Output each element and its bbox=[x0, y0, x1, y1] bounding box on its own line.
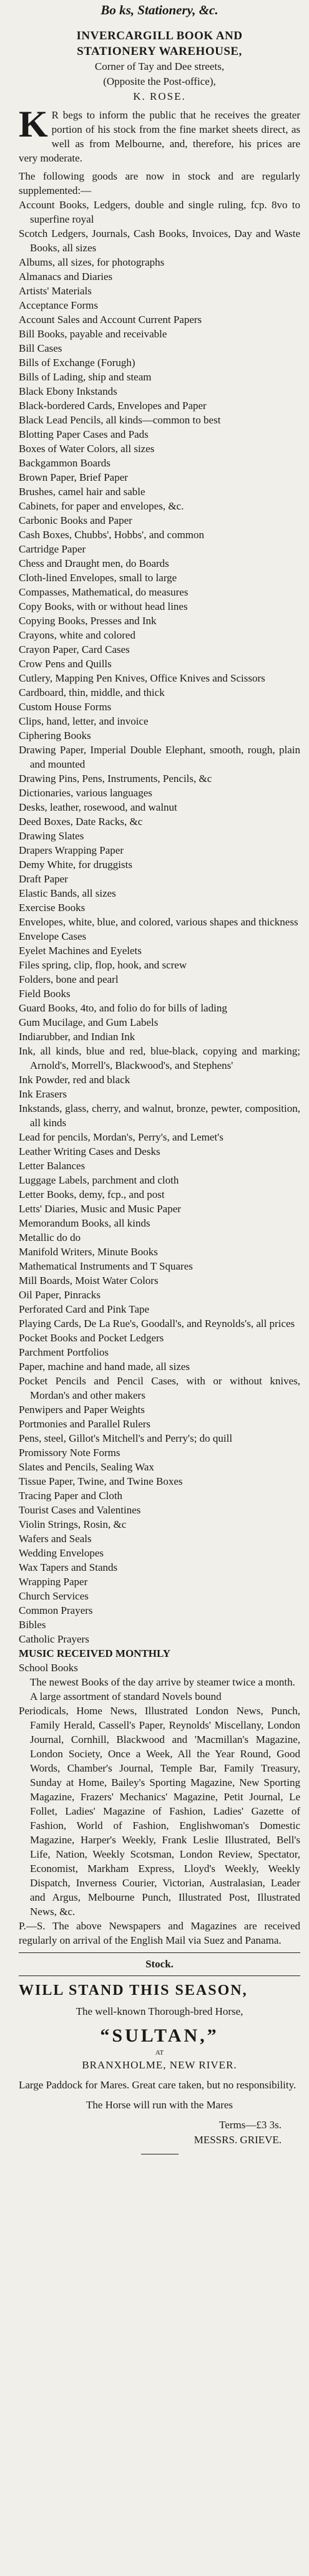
store-name-line-1: INVERCARGILL BOOK AND bbox=[76, 29, 243, 42]
goods-item: Church Services bbox=[19, 1590, 89, 1602]
goods-item: Scotch Ledgers, Journals, Cash Books, Invoices, Day and Waste Books, all sizes bbox=[19, 228, 300, 254]
goods-item: Cartridge Paper bbox=[19, 543, 86, 555]
goods-item: School Books bbox=[19, 1662, 78, 1674]
goods-item: Drawing Slates bbox=[19, 830, 84, 842]
goods-item: Crayons, white and colored bbox=[19, 629, 135, 641]
goods-item: Indiarubber, and Indian Ink bbox=[19, 1031, 135, 1043]
goods-item: Perforated Card and Pink Tape bbox=[19, 1303, 150, 1315]
goods-item: Tourist Cases and Valentines bbox=[19, 1504, 141, 1516]
goods-item: Cutlery, Mapping Pen Knives, Office Knives and Scissors bbox=[19, 672, 265, 684]
newspaper-column bbox=[0, 2, 309, 2576]
goods-item: Inkstands, glass, cherry, and walnut, bronze, pewter, composition, all kinds bbox=[19, 1102, 300, 1129]
store-address-line-2: (Opposite the Post-office), bbox=[103, 75, 216, 87]
goods-item: Carbonic Books and Paper bbox=[19, 514, 132, 526]
terms: Terms—£3 3s. bbox=[219, 2119, 282, 2131]
paddock-note: Large Paddock for Mares. Great care taken, but no responsibility. bbox=[19, 2079, 297, 2091]
goods-item: Draft Paper bbox=[19, 873, 68, 885]
goods-item: Drawing Paper, Imperial Double Elephant, smooth, rough, plain and mounted bbox=[19, 744, 300, 770]
goods-item: Chess and Draught men, do Boards bbox=[19, 557, 169, 569]
goods-item: Black-bordered Cards, Envelopes and Paper bbox=[19, 400, 207, 412]
goods-item: Paper, machine and hand made, all sizes bbox=[19, 1361, 190, 1372]
at-label: AT bbox=[155, 2049, 164, 2057]
goods-item: Bill Books, payable and receivable bbox=[19, 328, 167, 340]
goods-item: Account Books, Ledgers, double and single ruling, fcp. 8vo to superfine royal bbox=[19, 199, 300, 225]
goods-item: Manifold Writers, Minute Books bbox=[19, 1246, 158, 1258]
drop-cap: K bbox=[19, 104, 48, 145]
goods-item: Acceptance Forms bbox=[19, 299, 98, 311]
goods-item: Files spring, clip, flop, hook, and screw bbox=[19, 959, 187, 971]
location: BRANXHOLME, NEW RIVER. bbox=[82, 2059, 237, 2071]
goods-item: Guard Books, 4to, and folio do for bills of lading bbox=[19, 1002, 227, 1014]
goods-item: Dictionaries, various languages bbox=[19, 787, 152, 799]
goods-item: Folders, bone and pearl bbox=[19, 973, 119, 985]
goods-item: Luggage Labels, parchment and cloth bbox=[19, 1174, 179, 1186]
goods-item: Pens, steel, Gillot's Mitchell's and Perry's; do quill bbox=[19, 1432, 233, 1444]
goods-item: Blotting Paper Cases and Pads bbox=[19, 428, 149, 440]
goods-item: Letter Balances bbox=[19, 1160, 86, 1172]
goods-list bbox=[19, 198, 300, 1919]
run-note: The Horse will run with the Mares bbox=[86, 2099, 233, 2111]
goods-item: The newest Books of the day arrive by steamer twice a month. bbox=[30, 1676, 295, 1688]
goods-item: Cardboard, thin, middle, and thick bbox=[19, 687, 165, 698]
goods-item: Slates and Pencils, Sealing Wax bbox=[19, 1461, 154, 1473]
goods-item: Envelope Cases bbox=[19, 930, 87, 942]
goods-item: Cash Boxes, Chubbs', Hobbs', and common bbox=[19, 529, 205, 541]
goods-item: Letter Books, demy, fcp., and post bbox=[19, 1189, 165, 1200]
goods-item: Copying Books, Presses and Ink bbox=[19, 615, 157, 627]
goods-item: Periodicals, Home News, Illustrated London News, Punch, Family Herald, Cassell's Paper, Reynolds' Miscellany, London Journal, Cornhill, Blackwood and 'Macmillan's Magazine, London Society, Once a Week, All the Year Round, Good Words, Chamber's Journal, Temple Bar, Family Treasury, Sunday at Home, Bailey's Sporting Magazine, New Sporting Magazine, Frazers' Mechanics' Magazine, Petit Journal, Le Follet, Ladies' Magazine of Fashion, Ladies' Gazette of Fashion, World of Fashion, Englishwoman's Domestic Magazine, Harper's Weekly, Frank Leslie Illustrated, Bell's Life, Nation, Weekly Scotsman, London Review, Spectator, Economist, Markham Express, Lloyd's Weekly, Weekly Dispatch, Inverness Courier, Victorian, Australasian, Leader and Argus, Melbourne Punch, Illustrated Post, Illustrated News, &c. bbox=[19, 1705, 300, 1918]
goods-item: Catholic Prayers bbox=[19, 1633, 89, 1645]
goods-item: Ink Powder, red and black bbox=[19, 1074, 130, 1086]
goods-item: Brown Paper, Brief Paper bbox=[19, 471, 128, 483]
goods-item: Albums, all sizes, for photographs bbox=[19, 256, 165, 268]
goods-item: Demy White, for druggists bbox=[19, 859, 132, 871]
horse-name: “SULTAN,” bbox=[100, 2025, 219, 2046]
stock-heading: Stock. bbox=[145, 1958, 174, 1970]
goods-item: Brushes, camel hair and sable bbox=[19, 486, 145, 498]
goods-item: Metallic do do bbox=[19, 1232, 81, 1243]
goods-item: Portmonies and Parallel Rulers bbox=[19, 1418, 151, 1430]
divider bbox=[19, 1975, 300, 1976]
goods-item: Oil Paper, Pinracks bbox=[19, 1289, 101, 1301]
goods-item: Elastic Bands, all sizes bbox=[19, 887, 116, 899]
goods-item: Tissue Paper, Twine, and Twine Boxes bbox=[19, 1475, 183, 1487]
goods-item: Bill Cases bbox=[19, 342, 62, 354]
goods-item: Almanacs and Diaries bbox=[19, 271, 113, 282]
goods-item: Letts' Diaries, Music and Music Paper bbox=[19, 1203, 181, 1215]
goods-item: Copy Books, with or without head lines bbox=[19, 601, 188, 612]
goods-item: Tracing Paper and Cloth bbox=[19, 1490, 123, 1502]
goods-item: Desks, leather, rosewood, and walnut bbox=[19, 801, 177, 813]
goods-item: Leather Writing Cases and Desks bbox=[19, 1146, 160, 1157]
goods-item: Account Sales and Account Current Papers bbox=[19, 314, 202, 326]
goods-item: Gum Mucilage, and Gum Labels bbox=[19, 1016, 159, 1028]
goods-item: Eyelet Machines and Eyelets bbox=[19, 945, 142, 957]
goods-item: Exercise Books bbox=[19, 902, 86, 914]
goods-item: A large assortment of standard Novels bound bbox=[30, 1691, 222, 1702]
goods-item: Compasses, Mathematical, do measures bbox=[19, 586, 189, 598]
store-name-line-2: STATIONERY WAREHOUSE, bbox=[77, 45, 242, 58]
goods-item: Backgammon Boards bbox=[19, 457, 110, 469]
goods-item: Cabinets, for paper and envelopes, &c. bbox=[19, 500, 184, 512]
goods-item: Ink, all kinds, blue and red, blue-black, copying and marking; Arnold's, Morrell's, Blackwood's, and Stephens' bbox=[19, 1045, 300, 1071]
goods-item: Common Prayers bbox=[19, 1604, 93, 1616]
horse-description: The well-known Thorough-bred Horse, bbox=[76, 2005, 243, 2017]
owners-signature: MESSRS. GRIEVE. bbox=[194, 2134, 282, 2146]
goods-item: Drapers Wrapping Paper bbox=[19, 844, 124, 856]
store-address-line-1: Corner of Tay and Dee streets, bbox=[94, 60, 225, 72]
section-heading: Bo ks, Stationery, &c. bbox=[101, 2, 218, 17]
goods-item: Deed Boxes, Date Racks, &c bbox=[19, 816, 143, 827]
will-stand-heading: WILL STAND THIS SEASON, bbox=[19, 1982, 248, 1999]
goods-item: Bills of Exchange (Forugh) bbox=[19, 357, 135, 369]
goods-item: Violin Strings, Rosin, &c bbox=[19, 1518, 127, 1530]
goods-item: Parchment Portfolios bbox=[19, 1346, 109, 1358]
goods-item: Pocket Books and Pocket Ledgers bbox=[19, 1332, 164, 1344]
goods-item: Mill Boards, Moist Water Colors bbox=[19, 1275, 159, 1286]
goods-item: Penwipers and Paper Weights bbox=[19, 1404, 145, 1416]
goods-item: Wrapping Paper bbox=[19, 1576, 88, 1588]
goods-item: Envelopes, white, blue, and colored, various shapes and thickness bbox=[19, 916, 298, 928]
goods-item: Drawing Pins, Pens, Instruments, Pencils, &c bbox=[19, 773, 212, 784]
goods-item: Wax Tapers and Stands bbox=[19, 1561, 118, 1573]
goods-item: Wafers and Seals bbox=[19, 1533, 92, 1545]
goods-item: Pocket Pencils and Pencil Cases, with or without knives, Mordan's and other makers bbox=[19, 1375, 300, 1401]
goods-item: Promissory Note Forms bbox=[19, 1447, 120, 1459]
intro-text: R begs to inform the public that he receives the greater portion of his stock from the fine market sheets direct, as well as from Melbourne, and, therefore, his prices are very moderate. bbox=[19, 109, 300, 164]
store-owner: K. ROSE. bbox=[133, 90, 186, 102]
intro-paragraph bbox=[19, 104, 300, 165]
goods-item: Crayon Paper, Card Cases bbox=[19, 644, 130, 655]
goods-item: Bills of Lading, ship and steam bbox=[19, 371, 152, 383]
goods-item: Boxes of Water Colors, all sizes bbox=[19, 443, 155, 455]
goods-item: Clips, hand, letter, and invoice bbox=[19, 715, 149, 727]
goods-item: Playing Cards, De La Rue's, Goodall's, and Reynolds's, all prices bbox=[19, 1318, 295, 1329]
goods-item: Memorandum Books, all kinds bbox=[19, 1217, 150, 1229]
goods-item: Field Books bbox=[19, 988, 71, 1000]
goods-item: Custom House Forms bbox=[19, 701, 112, 713]
goods-item: Ink Erasers bbox=[19, 1088, 67, 1100]
goods-item: Black Lead Pencils, all kinds—common to best bbox=[19, 414, 221, 426]
divider bbox=[19, 1952, 300, 1953]
goods-item: Ciphering Books bbox=[19, 730, 91, 741]
goods-item: MUSIC RECEIVED MONTHLY bbox=[19, 1647, 171, 1659]
goods-item: Artists' Materials bbox=[19, 285, 92, 297]
goods-item: Lead for pencils, Mordan's, Perry's, and Lemet's bbox=[19, 1131, 223, 1143]
postscript: P.—S. The above Newspapers and Magazines are received regularly on arrival of the English Mail via Suez and Panama. bbox=[19, 1920, 300, 1946]
goods-item: Cloth-lined Envelopes, small to large bbox=[19, 572, 177, 584]
goods-item: Black Ebony Inkstands bbox=[19, 385, 117, 397]
goods-item: Bibles bbox=[19, 1619, 46, 1631]
goods-item: Wedding Envelopes bbox=[19, 1547, 104, 1559]
goods-item: Mathematical Instruments and T Squares bbox=[19, 1260, 193, 1272]
goods-item: Crow Pens and Quills bbox=[19, 658, 112, 670]
goods-intro: The following goods are now in stock and are regularly supplemented:— bbox=[19, 170, 300, 196]
